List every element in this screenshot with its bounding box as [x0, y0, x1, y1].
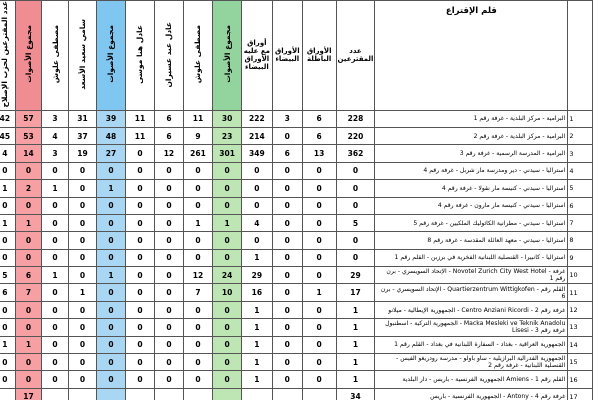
table-cell-c9[interactable]: 0: [213, 354, 242, 371]
table-cell-c10[interactable]: 1: [241, 371, 272, 388]
table-cell-c2[interactable]: 0: [15, 354, 42, 371]
table-row: [0, 197, 593, 214]
table-cell-c8[interactable]: 0: [183, 162, 213, 179]
table-cell-c1[interactable]: 1: [0, 336, 15, 353]
row-number[interactable]: 11: [568, 284, 593, 301]
table-cell-c9[interactable]: 23: [213, 127, 242, 144]
table-cell-c4[interactable]: 0: [68, 180, 96, 197]
table-cell-c8[interactable]: 0: [183, 354, 213, 371]
row-number[interactable]: 13: [568, 319, 593, 336]
table-cell-c10[interactable]: 0: [241, 197, 272, 214]
table-cell-c12[interactable]: 0: [302, 249, 336, 266]
table-cell-c11[interactable]: 0: [272, 267, 302, 284]
row-number[interactable]: 14: [568, 336, 593, 353]
table-cell-c6[interactable]: 0: [125, 371, 154, 388]
table-cell-c13[interactable]: 1: [336, 371, 375, 388]
table-row: [0, 232, 593, 249]
table-cell-c12[interactable]: 0: [302, 371, 336, 388]
table-cell-c4[interactable]: 19: [68, 145, 96, 162]
table-cell-c3[interactable]: 0: [42, 354, 69, 371]
table-row: [0, 110, 593, 127]
table-cell-c2[interactable]: 53: [15, 127, 42, 144]
polling-station-name[interactable]: استراليا - سيدني - كنيسة مار مارون - غرفة رقم 4: [375, 197, 568, 214]
table-cell-c12[interactable]: 0: [302, 180, 336, 197]
table-cell-c11[interactable]: [272, 388, 302, 400]
table-cell-c8[interactable]: 11: [183, 110, 213, 127]
table-cell-c3[interactable]: 0: [42, 284, 69, 301]
polling-station-name[interactable]: استراليا - كانبيرا - القنصلية اللبنانية الفخرية في برزبن - القلم رقم 1: [375, 249, 568, 266]
table-cell-c5[interactable]: 0: [97, 232, 125, 249]
table-cell-c8[interactable]: 0: [183, 180, 213, 197]
table-cell-c6[interactable]: 0: [125, 197, 154, 214]
table-cell-c1[interactable]: 4: [0, 145, 15, 162]
table-cell-c3[interactable]: 0: [42, 336, 69, 353]
polling-station-name[interactable]: الإتحاد السويسري - برن - Novotel Zurich City West Hotel - غرفة رقم 1: [375, 267, 568, 284]
polling-station-name[interactable]: البرامية - المدرسة الرسمية - غرفة رقم 3: [375, 145, 568, 162]
table-cell-c12[interactable]: 0: [302, 267, 336, 284]
row-number[interactable]: 7: [568, 214, 593, 231]
table-cell-c3[interactable]: 0: [42, 301, 69, 318]
table-cell-c11[interactable]: 0: [272, 162, 302, 179]
row-number[interactable]: 9: [568, 249, 593, 266]
table-cell-c9[interactable]: 301: [213, 145, 242, 162]
table-cell-c11[interactable]: 0: [272, 180, 302, 197]
table-cell-c3[interactable]: [42, 388, 69, 400]
table-cell-c5[interactable]: 0: [97, 214, 125, 231]
table-cell-c10[interactable]: 29: [241, 267, 272, 284]
table-cell-c10[interactable]: 0: [241, 232, 272, 249]
table-cell-c13[interactable]: 17: [336, 284, 375, 301]
table-cell-c5[interactable]: [97, 388, 125, 400]
table-cell-c13[interactable]: 29: [336, 267, 375, 284]
table-cell-c6[interactable]: 0: [125, 214, 154, 231]
table-row: [0, 336, 593, 353]
table-cell-c5[interactable]: 0: [97, 284, 125, 301]
header-reform-voters[interactable]: عدد المقترعين لحزب الإصلاح: [0, 1, 15, 111]
table-cell-c7[interactable]: 0: [155, 249, 183, 266]
table-cell-c12[interactable]: 0: [302, 354, 336, 371]
table-cell-c11[interactable]: 0: [272, 197, 302, 214]
table-cell-c12[interactable]: 0: [302, 319, 336, 336]
table-cell-c8[interactable]: 12: [183, 267, 213, 284]
table-cell-c13[interactable]: 0: [336, 180, 375, 197]
table-cell-c4[interactable]: 0: [68, 249, 96, 266]
table-cell-c1[interactable]: 0: [0, 249, 15, 266]
table-cell-c4[interactable]: 0: [68, 301, 96, 318]
table-cell-c8[interactable]: 0: [183, 249, 213, 266]
table-cell-c3[interactable]: 3: [42, 110, 69, 127]
table-cell-c11[interactable]: 0: [272, 214, 302, 231]
table-cell-c11[interactable]: 6: [272, 145, 302, 162]
table-cell-c1[interactable]: 0: [0, 354, 15, 371]
table-cell-c2[interactable]: 0: [15, 197, 42, 214]
table-cell-c2[interactable]: 17: [15, 388, 42, 400]
table-cell-c12[interactable]: 0: [302, 232, 336, 249]
table-cell-c3[interactable]: 0: [42, 232, 69, 249]
table-cell-c9[interactable]: 0: [213, 301, 242, 318]
table-cell-c5[interactable]: 0: [97, 319, 125, 336]
table-row: [0, 284, 593, 301]
table-body: [0, 110, 593, 400]
table-cell-c8[interactable]: 9: [183, 127, 213, 144]
table-cell-c8[interactable]: 0: [183, 371, 213, 388]
table-cell-c2[interactable]: 1: [15, 214, 42, 231]
table-cell-c5[interactable]: 0: [97, 301, 125, 318]
table-cell-c2[interactable]: 1: [15, 336, 42, 353]
table-cell-c10[interactable]: 222: [241, 110, 272, 127]
table-cell-c12[interactable]: 0: [302, 214, 336, 231]
table-cell-c12[interactable]: 0: [302, 301, 336, 318]
table-cell-c11[interactable]: 0: [272, 284, 302, 301]
table-cell-c9[interactable]: 0: [213, 197, 242, 214]
table-cell-c11[interactable]: 0: [272, 319, 302, 336]
table-cell-c6[interactable]: 0: [125, 267, 154, 284]
table-cell-c7[interactable]: 0: [155, 180, 183, 197]
table-row: [0, 214, 593, 231]
table-cell-c9[interactable]: 30: [213, 110, 242, 127]
table-cell-c11[interactable]: 3: [272, 110, 302, 127]
table-cell-c8[interactable]: 261: [183, 145, 213, 162]
row-number[interactable]: 15: [568, 354, 593, 371]
table-cell-c13[interactable]: 5: [336, 214, 375, 231]
table-cell-c9[interactable]: [213, 388, 242, 400]
table-row: [0, 127, 593, 144]
table-cell-c10[interactable]: 0: [241, 162, 272, 179]
table-cell-c6[interactable]: 0: [125, 336, 154, 353]
table-cell-c9[interactable]: 0: [213, 249, 242, 266]
table-cell-c11[interactable]: 0: [272, 249, 302, 266]
table-cell-c1[interactable]: 42: [0, 110, 15, 127]
table-cell-c11[interactable]: 0: [272, 127, 302, 144]
polling-station-name[interactable]: الجمهورية الفرنسية - باريس - دار البلدية Amiens - القلم رقم 1: [375, 371, 568, 388]
table-cell-c13[interactable]: 0: [336, 197, 375, 214]
table-cell-c11[interactable]: 0: [272, 354, 302, 371]
table-row: [0, 267, 593, 284]
header-ballots-with-blank[interactable]: أوراق مع عليه الأوراق البيضاء: [241, 1, 272, 111]
row-number[interactable]: 3: [568, 145, 593, 162]
table-row: [0, 371, 593, 388]
table-cell-c13[interactable]: 228: [336, 110, 375, 127]
table-cell-c4[interactable]: 0: [68, 319, 96, 336]
table-cell-c6[interactable]: 0: [125, 249, 154, 266]
table-cell-c12[interactable]: [302, 388, 336, 400]
table-cell-c4[interactable]: 0: [68, 371, 96, 388]
table-cell-c10[interactable]: 1: [241, 354, 272, 371]
header-total-votes-red[interactable]: مجموع الأصوات: [15, 1, 42, 111]
table-cell-c1[interactable]: 0: [0, 197, 15, 214]
table-cell-c12[interactable]: 0: [302, 197, 336, 214]
table-cell-c2[interactable]: 0: [15, 249, 42, 266]
table-cell-c9[interactable]: 10: [213, 284, 242, 301]
table-cell-c2[interactable]: 6: [15, 267, 42, 284]
table-cell-c5[interactable]: 0: [97, 197, 125, 214]
table-cell-c5[interactable]: 48: [97, 127, 125, 144]
table-cell-c12[interactable]: 1: [302, 284, 336, 301]
table-cell-c3[interactable]: 3: [42, 145, 69, 162]
table-cell-c5[interactable]: 27: [97, 145, 125, 162]
table-cell-c1[interactable]: 6: [0, 284, 15, 301]
table-cell-c1[interactable]: 0: [0, 319, 15, 336]
table-cell-c9[interactable]: 0: [213, 232, 242, 249]
table-cell-c1[interactable]: 0: [0, 232, 15, 249]
table-cell-c6[interactable]: 0: [125, 301, 154, 318]
table-cell-c11[interactable]: 0: [272, 336, 302, 353]
table-cell-c2[interactable]: 0: [15, 162, 42, 179]
table-cell-c7[interactable]: 0: [155, 371, 183, 388]
header-total-votes-blue[interactable]: مجموع الأصوات: [97, 1, 125, 111]
header-invalid-ballots[interactable]: الأوراق الباطلة: [302, 1, 336, 111]
table-cell-c9[interactable]: 0: [213, 180, 242, 197]
table-cell-c8[interactable]: [183, 388, 213, 400]
table-cell-c6[interactable]: 11: [125, 127, 154, 144]
header-candidate-2[interactable]: سامي سعيد الأسعد: [68, 1, 96, 111]
table-row: [0, 388, 593, 400]
table-cell-c9[interactable]: 1: [213, 214, 242, 231]
table-cell-c4[interactable]: 0: [68, 354, 96, 371]
table-cell-c1[interactable]: 1: [0, 180, 15, 197]
table-cell-c3[interactable]: 1: [42, 267, 69, 284]
table-cell-c10[interactable]: 4: [241, 214, 272, 231]
polling-station-name[interactable]: الجمهورية العراقية - بغداد - السفارة اللبنانية في بغداد - القلم رقم 1: [375, 336, 568, 353]
table-cell-c11[interactable]: 0: [272, 371, 302, 388]
table-cell-c6[interactable]: 11: [125, 110, 154, 127]
table-cell-c13[interactable]: 0: [336, 249, 375, 266]
table-cell-c13[interactable]: 1: [336, 301, 375, 318]
polling-station-name[interactable]: البرامية - مركز البلدية - غرفة رقم 2: [375, 127, 568, 144]
table-cell-c4[interactable]: 37: [68, 127, 96, 144]
table-cell-c11[interactable]: 0: [272, 232, 302, 249]
table-cell-c5[interactable]: 0: [97, 162, 125, 179]
table-cell-c8[interactable]: 0: [183, 301, 213, 318]
table-cell-c5[interactable]: 0: [97, 354, 125, 371]
polling-station-name[interactable]: استراليا - سيدني - مطرانية الكاثوليك الملكيين - غرفة رقم 5: [375, 214, 568, 231]
polling-station-name[interactable]: الجمهورية التركية - اسطنبول - Macka Mesleki ve Teknik Anadolu Lisesi - غرفة رقم 3: [375, 319, 568, 336]
table-cell-c5[interactable]: 0: [97, 336, 125, 353]
table-cell-c13[interactable]: 362: [336, 145, 375, 162]
table-cell-c10[interactable]: 16: [241, 284, 272, 301]
table-cell-c6[interactable]: 0: [125, 180, 154, 197]
table-cell-c2[interactable]: 14: [15, 145, 42, 162]
row-number[interactable]: 16: [568, 371, 593, 388]
row-number[interactable]: 4: [568, 162, 593, 179]
table-cell-c5[interactable]: 0: [97, 371, 125, 388]
table-cell-c4[interactable]: 0: [68, 232, 96, 249]
polling-station-name[interactable]: البرامية - مركز البلدية - غرفة رقم 1: [375, 110, 568, 127]
table-cell-c5[interactable]: 1: [97, 180, 125, 197]
polling-station-name[interactable]: استراليا - سيدني - كنيسة مار نقولا - غرفة رقم 4: [375, 180, 568, 197]
table-cell-c8[interactable]: 0: [183, 232, 213, 249]
table-row: [0, 319, 593, 336]
table-cell-c12[interactable]: 0: [302, 162, 336, 179]
row-number[interactable]: 12: [568, 301, 593, 318]
table-cell-c2[interactable]: 0: [15, 371, 42, 388]
table-cell-c9[interactable]: 0: [213, 371, 242, 388]
table-row: [0, 162, 593, 179]
table-cell-c1[interactable]: 0: [0, 371, 15, 388]
table-cell-c3[interactable]: 4: [42, 127, 69, 144]
header-total-votes-green[interactable]: مجموع الأصوات: [213, 1, 242, 111]
table-cell-c13[interactable]: 34: [336, 388, 375, 400]
table-cell-c13[interactable]: 0: [336, 232, 375, 249]
table-cell-c10[interactable]: 1: [241, 249, 272, 266]
table-cell-c7[interactable]: 0: [155, 354, 183, 371]
table-cell-c10[interactable]: [241, 388, 272, 400]
table-cell-c1[interactable]: 0: [0, 301, 15, 318]
table-cell-c10[interactable]: 1: [241, 301, 272, 318]
header-row: [0, 1, 593, 111]
table-cell-c7[interactable]: 0: [155, 214, 183, 231]
table-cell-c4[interactable]: 0: [68, 214, 96, 231]
table-cell-c10[interactable]: 0: [241, 180, 272, 197]
header-blank-ballots[interactable]: الأوراق البيضاء: [272, 1, 302, 111]
table-cell-c2[interactable]: 0: [15, 232, 42, 249]
header-polling-station[interactable]: قلم الإقتراع: [375, 1, 568, 111]
header-index[interactable]: [568, 1, 593, 111]
table-cell-c2[interactable]: 2: [15, 180, 42, 197]
table-cell-c7[interactable]: 0: [155, 301, 183, 318]
table-cell-c2[interactable]: 0: [15, 301, 42, 318]
table-cell-c8[interactable]: 0: [183, 319, 213, 336]
table-cell-c7[interactable]: 0: [155, 197, 183, 214]
header-candidate-4[interactable]: عادل عبد عسيران: [155, 1, 183, 111]
table-cell-c3[interactable]: 0: [42, 162, 69, 179]
table-cell-c2[interactable]: 0: [15, 319, 42, 336]
table-cell-c6[interactable]: 0: [125, 319, 154, 336]
polling-station-name[interactable]: الجمهورية الفرنسية - باريس - Antony - غرفة رقم 4: [375, 388, 568, 400]
table-cell-c3[interactable]: 0: [42, 319, 69, 336]
table-cell-c5[interactable]: 1: [97, 267, 125, 284]
table-cell-c1[interactable]: 5: [0, 267, 15, 284]
table-cell-c8[interactable]: 1: [183, 214, 213, 231]
table-cell-c8[interactable]: 0: [183, 336, 213, 353]
table-cell-c6[interactable]: 0: [125, 232, 154, 249]
table-cell-c5[interactable]: 39: [97, 110, 125, 127]
table-cell-c8[interactable]: 0: [183, 197, 213, 214]
table-cell-c9[interactable]: 0: [213, 319, 242, 336]
table-cell-c7[interactable]: [155, 388, 183, 400]
table-cell-c7[interactable]: 0: [155, 162, 183, 179]
header-candidate-5[interactable]: مصطفى علوش: [183, 1, 213, 111]
polling-station-name[interactable]: استراليا - سيدني - معهد العائلة المقدسة - غرفة رقم 8: [375, 232, 568, 249]
table-row: [0, 145, 593, 162]
table-cell-c6[interactable]: 0: [125, 145, 154, 162]
table-row: [0, 249, 593, 266]
table-cell-c2[interactable]: 57: [15, 110, 42, 127]
table-cell-c10[interactable]: 1: [241, 319, 272, 336]
table-cell-c6[interactable]: 0: [125, 162, 154, 179]
table-cell-c10[interactable]: 214: [241, 127, 272, 144]
polling-station-name[interactable]: الجمهورية الفدرالية البرازيلية - ساو باولو - مدرسة رودريغو الفيس - القنصلية اللبنانية - غرفة رقم 2: [375, 354, 568, 371]
row-number[interactable]: 6: [568, 197, 593, 214]
row-number[interactable]: 8: [568, 232, 593, 249]
table-cell-c1[interactable]: [0, 388, 15, 400]
table-cell-c4[interactable]: 31: [68, 110, 96, 127]
table-cell-c7[interactable]: 0: [155, 336, 183, 353]
table-row: [0, 180, 593, 197]
table-cell-c12[interactable]: 6: [302, 127, 336, 144]
table-row: [0, 301, 593, 318]
table-cell-c13[interactable]: 0: [336, 162, 375, 179]
table-cell-c10[interactable]: 1: [241, 336, 272, 353]
row-number[interactable]: 2: [568, 127, 593, 144]
table-cell-c4[interactable]: 1: [68, 284, 96, 301]
table-cell-c3[interactable]: 0: [42, 214, 69, 231]
table-cell-c9[interactable]: 24: [213, 267, 242, 284]
table-cell-c13[interactable]: 1: [336, 319, 375, 336]
header-candidate-1[interactable]: مصطفى علوش: [42, 1, 69, 111]
table-cell-c4[interactable]: 0: [68, 197, 96, 214]
table-cell-c9[interactable]: 0: [213, 336, 242, 353]
header-candidate-3[interactable]: عادل هنا موسى: [125, 1, 154, 111]
table-cell-c4[interactable]: 0: [68, 162, 96, 179]
table-cell-c6[interactable]: 0: [125, 284, 154, 301]
table-cell-c7[interactable]: 0: [155, 284, 183, 301]
row-number[interactable]: 17: [568, 388, 593, 400]
table-cell-c9[interactable]: 0: [213, 162, 242, 179]
table-cell-c1[interactable]: 45: [0, 127, 15, 144]
polling-station-name[interactable]: استراليا - سيدني - دير ومدرسة مار شربل - غرفة رقم 4: [375, 162, 568, 179]
table-cell-c8[interactable]: 7: [183, 284, 213, 301]
table-cell-c3[interactable]: 0: [42, 249, 69, 266]
table-cell-c7[interactable]: 6: [155, 127, 183, 144]
table-cell-c6[interactable]: 0: [125, 354, 154, 371]
table-cell-c3[interactable]: 0: [42, 371, 69, 388]
table-cell-c12[interactable]: 0: [302, 336, 336, 353]
row-number[interactable]: 5: [568, 180, 593, 197]
table-cell-c7[interactable]: 6: [155, 110, 183, 127]
table-cell-c3[interactable]: 1: [42, 180, 69, 197]
polling-station-name[interactable]: الإتحاد السويسري - برن - Quartierzentrum Wittigkofen - القلم رقم 6: [375, 284, 568, 301]
table-cell-c12[interactable]: 6: [302, 110, 336, 127]
polling-station-name[interactable]: الجمهورية الإيطالية - ميلانو - Centro Anziani Ricordi - غرفة رقم 2: [375, 301, 568, 318]
table-cell-c7[interactable]: 12: [155, 145, 183, 162]
table-row: [0, 354, 593, 371]
table-cell-c1[interactable]: 1: [0, 214, 15, 231]
table-cell-c13[interactable]: 1: [336, 354, 375, 371]
table-cell-c12[interactable]: 13: [302, 145, 336, 162]
table-cell-c4[interactable]: 0: [68, 267, 96, 284]
table-cell-c4[interactable]: [68, 388, 96, 400]
table-cell-c7[interactable]: 0: [155, 319, 183, 336]
table-cell-c5[interactable]: 0: [97, 249, 125, 266]
table-cell-c13[interactable]: 1: [336, 336, 375, 353]
row-number[interactable]: 1: [568, 110, 593, 127]
table-cell-c2[interactable]: 7: [15, 284, 42, 301]
row-number[interactable]: 10: [568, 267, 593, 284]
table-cell-c6[interactable]: [125, 388, 154, 400]
table-cell-c3[interactable]: 0: [42, 197, 69, 214]
table-cell-c10[interactable]: 349: [241, 145, 272, 162]
table-cell-c1[interactable]: 0: [0, 162, 15, 179]
table-cell-c4[interactable]: 0: [68, 336, 96, 353]
table-cell-c13[interactable]: 220: [336, 127, 375, 144]
table-cell-c7[interactable]: 0: [155, 267, 183, 284]
table-cell-c7[interactable]: 0: [155, 232, 183, 249]
table-cell-c11[interactable]: 0: [272, 301, 302, 318]
header-voter-count[interactable]: عدد المقترعين: [336, 1, 375, 111]
